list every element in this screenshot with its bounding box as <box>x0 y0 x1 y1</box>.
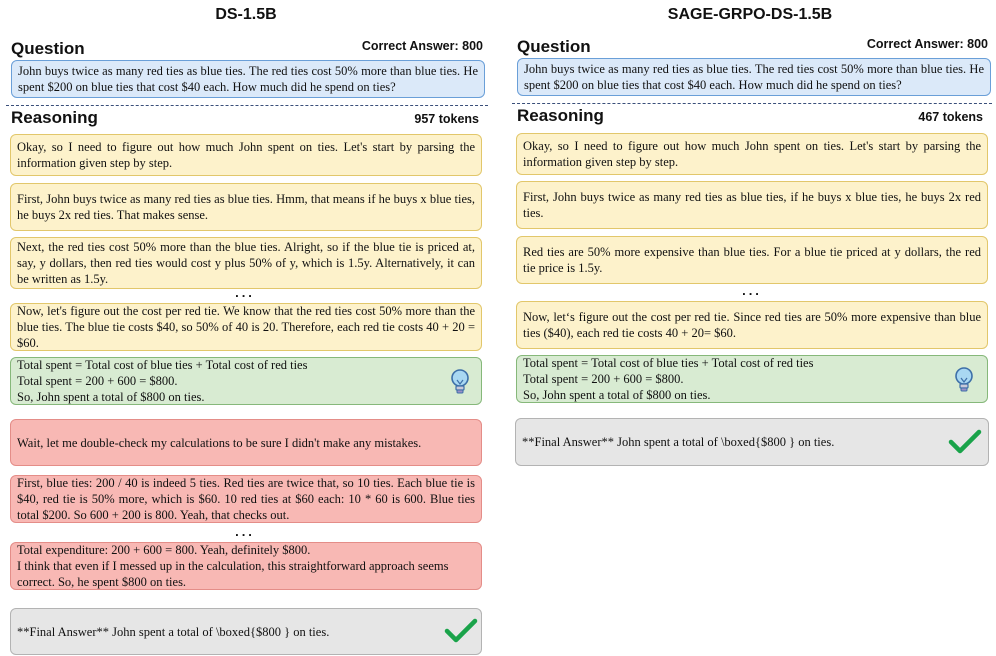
left-step-3-text: Next, the red ties cost 50% more than the blue ties. Alright, so if the blue tie is priced at, say, y dollars, then red ties would cost y plus 50% of y, which is 1.5y. Alternatively, it can be written as 1.5y. <box>17 240 475 286</box>
right-panel <box>504 0 996 656</box>
right-final-answer-text: **Final Answer** John spent a total of \boxed{$800 } on ties. <box>522 435 835 449</box>
right-step-3-text: Red ties are 50% more expensive than blue ties. For a blue tie priced at y dollars, the red tie price is 1.5y. <box>523 245 981 275</box>
right-step-1 <box>516 133 988 175</box>
left-reasoning-heading: Reasoning <box>11 108 98 127</box>
right-conclusion-text: Total spent = Total cost of blue ties + Total cost of red ties Total spent = 200 + 600 = $800. So, John spent a total of $800 on ties. <box>523 356 814 402</box>
right-token-count: 467 tokens <box>918 110 983 124</box>
left-overthinking-3 <box>10 542 482 590</box>
left-final-answer-text: **Final Answer** John spent a total of \boxed{$800 } on ties. <box>17 624 330 639</box>
left-panel <box>0 0 492 656</box>
left-conclusion-box <box>10 357 482 405</box>
right-question-heading: Question <box>517 37 591 56</box>
right-model-title: SAGE-GRPO-DS-1.5B <box>667 6 833 23</box>
left-step-2-text: First, John buys twice as many red ties as blue ties. Hmm, that means if he buys x blue ties, he buys 2x red ties. That makes sense. <box>17 192 475 222</box>
checkmark-icon <box>444 617 478 645</box>
right-step-1-text: Okay, so I need to figure out how much John spent on ties. Let's start by parsing the information given step by step. <box>523 139 981 169</box>
left-ellipsis-1: ... <box>235 285 255 300</box>
right-question-text: John buys twice as many red ties as blue ties. The red ties cost 50% more than blue ties. He spent $200 on blue ties that cost $40 each. How much did he spend on ties? <box>524 62 984 92</box>
right-step-4 <box>516 301 988 349</box>
left-step-4 <box>10 303 482 351</box>
right-reasoning-heading: Reasoning <box>517 106 604 125</box>
right-question-box <box>517 58 991 96</box>
right-divider <box>512 103 992 104</box>
left-overthinking-2 <box>10 475 482 523</box>
lightbulb-icon <box>449 368 471 396</box>
checkmark-icon <box>948 428 982 456</box>
right-step-2-text: First, John buys twice as many red ties as blue ties, if he buys x blue ties, he buys 2x red ties. <box>523 190 981 220</box>
left-conclusion-text: Total spent = Total cost of blue ties + Total cost of red ties Total spent = 200 + 600 = $800. So, John spent a total of $800 on ties. <box>17 358 308 404</box>
left-divider <box>6 105 488 106</box>
right-conclusion-box <box>516 355 988 403</box>
left-step-1 <box>10 134 482 176</box>
left-question-box <box>11 60 485 98</box>
left-overthinking-1 <box>10 419 482 466</box>
left-step-4-text: Now, let's figure out the cost per red tie. We know that the red ties cost 50% more than the blue ties. The blue tie costs $40, so 50% of 40 is 20. Therefore, each red tie costs 40 + 20 = $60. <box>17 304 475 350</box>
left-step-3 <box>10 237 482 289</box>
left-question-heading: Question <box>11 39 85 58</box>
left-model-title: DS-1.5B <box>215 6 277 23</box>
right-final-answer-box <box>515 418 989 466</box>
left-step-1-text: Okay, so I need to figure out how much John spent on ties. Let's start by parsing the information given step by step. <box>17 140 475 170</box>
right-step-2 <box>516 181 988 229</box>
right-ellipsis: ... <box>742 283 762 298</box>
left-overthinking-1-text: Wait, let me double-check my calculations to be sure I didn't make any mistakes. <box>17 435 422 450</box>
left-step-2 <box>10 183 482 231</box>
left-final-answer-box <box>10 608 482 655</box>
right-step-3 <box>516 236 988 284</box>
left-overthinking-2-text: First, blue ties: 200 / 40 is indeed 5 ties. Red ties are twice that, so 10 ties. Each blue tie is $40, red tie is 50% more, which is $60. 10 red ties at $60 each: 10 * 60 is 600. Blue ties total $200. So 600 + 200 is 800. Yeah, that checks out. <box>17 476 475 522</box>
lightbulb-icon <box>953 366 975 394</box>
left-question-text: John buys twice as many red ties as blue ties. The red ties cost 50% more than blue ties. He spent $200 on blue ties that cost $40 each. How much did he spend on ties? <box>18 64 478 94</box>
left-token-count: 957 tokens <box>414 112 479 126</box>
right-step-4-text: Now, let‘s figure out the cost per red tie. Since red ties are 50% more expensive than blue ties ($40), each red tie costs 40 + 20= $60. <box>523 310 981 340</box>
left-overthinking-3-text: Total expenditure: 200 + 600 = 800. Yeah, definitely $800. I think that even if I messed up in the calculation, this straightforward approach seems correct. So, he spent $800 on ties. <box>17 543 449 589</box>
left-ellipsis-2: ... <box>235 524 255 539</box>
right-correct-answer: Correct Answer: 800 <box>866 37 988 51</box>
left-correct-answer: Correct Answer: 800 <box>361 39 483 53</box>
